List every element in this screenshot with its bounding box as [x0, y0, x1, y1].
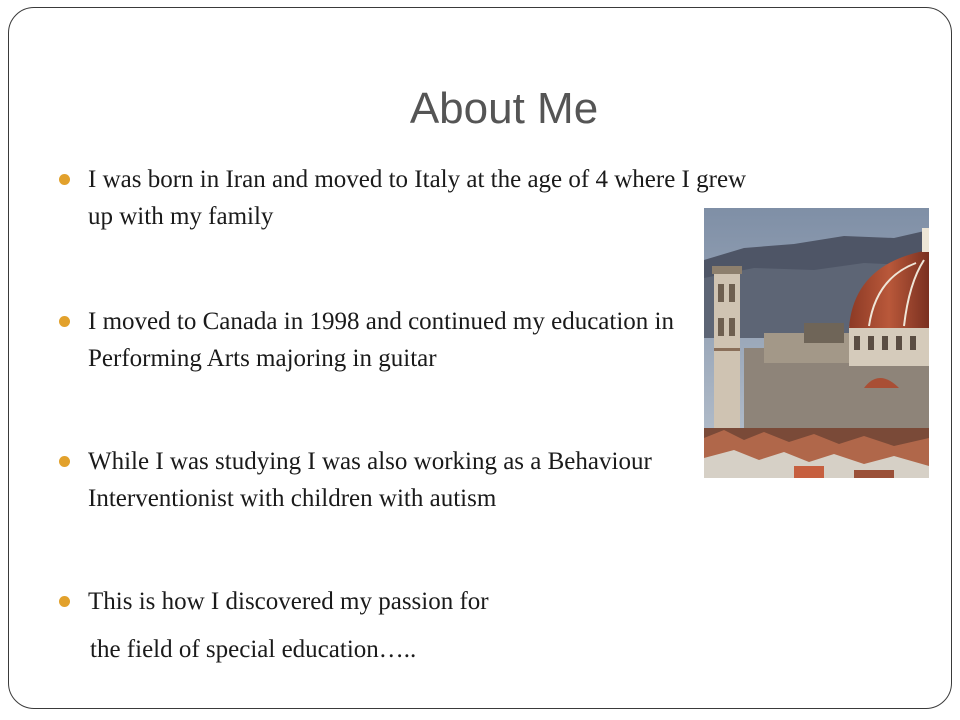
bullet-continuation: the field of special education…..	[90, 636, 417, 663]
slide-title: About Me	[409, 84, 599, 133]
bullet-item	[88, 443, 768, 517]
bullet-marker-icon	[59, 316, 70, 327]
bullet-text: While I was studying I was also working as a Behaviour Interventionist with children with autism	[88, 448, 652, 512]
cathedral-image-icon	[704, 208, 929, 478]
bullet-text: This is how I discovered my passion for	[88, 588, 489, 615]
bullet-marker-icon	[59, 456, 70, 467]
bullet-marker-icon	[59, 174, 70, 185]
bullet-item	[88, 161, 748, 235]
bullet-text: I moved to Canada in 1998 and continued my education in Performing Arts majoring in guitar	[88, 308, 674, 372]
florence-cathedral-photo	[704, 208, 929, 478]
bullet-item	[88, 583, 768, 620]
bullet-item	[88, 303, 768, 377]
bullet-text: I was born in Iran and moved to Italy at the age of 4 where I grew up with my family	[88, 166, 747, 230]
bullet-marker-icon	[59, 596, 70, 607]
